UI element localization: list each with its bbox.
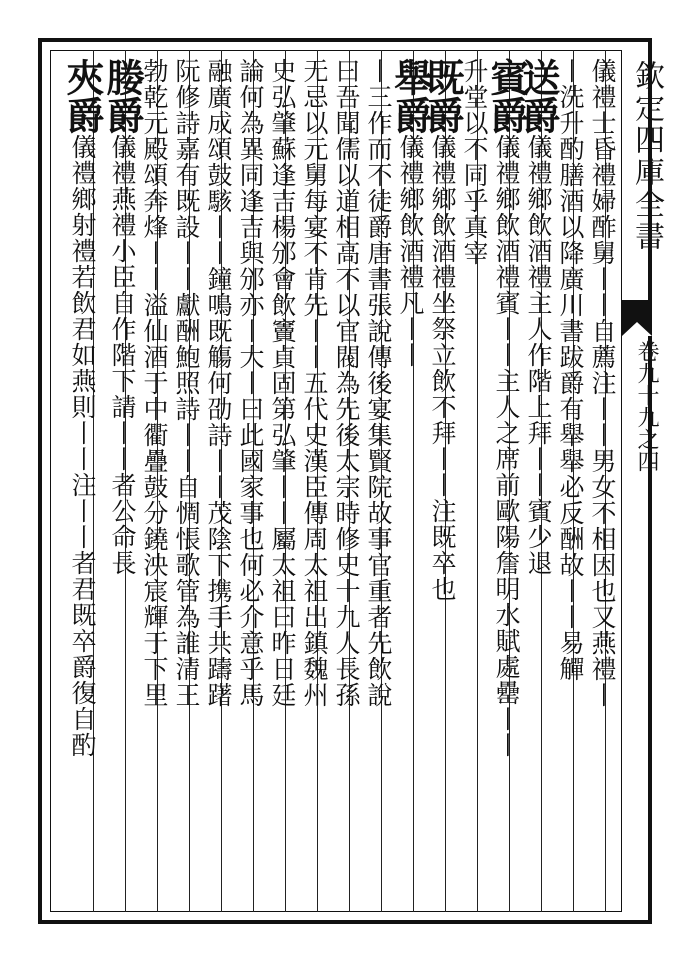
book-title: 欽定四庫全書	[629, 60, 664, 252]
column-text: 升堂以不同乎真宰	[460, 58, 489, 266]
column-text: 儀禮燕禮小臣自作階下請丨丨者公命長	[108, 134, 137, 576]
column-text: 史弘肇蘇逢吉楊邠會飲竇貞固第弘肇丨丨屬太祖曰昨日廷	[268, 58, 297, 708]
entry-heading: 既爵	[420, 58, 465, 134]
volume-label: 卷九十九之四	[634, 340, 659, 472]
column-text: 儀禮鄉飲酒禮凡丨丨	[396, 134, 425, 368]
column-text: 勃乾元殿頌奔烽丨丨溢仙酒于中衢疊鼓分鐃泱宸輝于下里	[140, 58, 169, 708]
column-text: 融廣成頌鼓駭丨丨鐘鳴既觴何劭詩丨丨茂陰下携手共躊躇	[204, 58, 233, 708]
entry-heading: 賓爵	[484, 58, 529, 134]
column-text: 儀禮士昏禮婦酢舅丨丨自薦注丨丨男女不相因也又燕禮丨	[588, 58, 617, 708]
column-text: 儀禮鄉飲酒禮賓丨丨主人之席前歐陽詹明水賦處罍丨丨	[492, 134, 521, 758]
column-text: 儀禮鄉飲酒禮坐祭立飲不拜丨丨注既卒也	[428, 134, 457, 602]
entry-heading: 舉爵	[388, 58, 433, 134]
column-text: 丨三作而不徒爵唐書張說傳後宴集賢院故事官重者先飲說	[364, 58, 393, 708]
column-text: 无忌以元舅每宴不肯先丨丨五代史漢臣傳周太祖出鎮魏州	[300, 58, 329, 708]
text-column	[56, 58, 108, 908]
column-text: 論何為異同逢吉與邠亦丨大丨曰此國家事也何必介意乎馬	[236, 58, 265, 708]
entry-heading: 夾爵	[60, 58, 105, 134]
column-text: 丨洗升酌膳酒以降廣川書跋爵有舉舉必反酬故丨丨易觶	[556, 58, 585, 682]
column-text: 儀禮鄉射禮若飲君如燕則丨丨注丨丨者君既卒爵復自酌	[68, 134, 97, 758]
column-text: 阮修詩嘉有既設丨丨獻酬鮑照詩丨丨自惆悵歌管為誰清王	[172, 58, 201, 708]
entry-heading: 媵爵	[100, 58, 145, 134]
column-text: 曰吾聞儒以道相高不以官閥為先後太宗時修史十九人長孫	[332, 58, 361, 708]
column-text: 儀禮鄉飲酒禮主人作階上拜丨丨賓少退	[524, 134, 553, 576]
entry-heading: 送爵	[516, 58, 561, 134]
